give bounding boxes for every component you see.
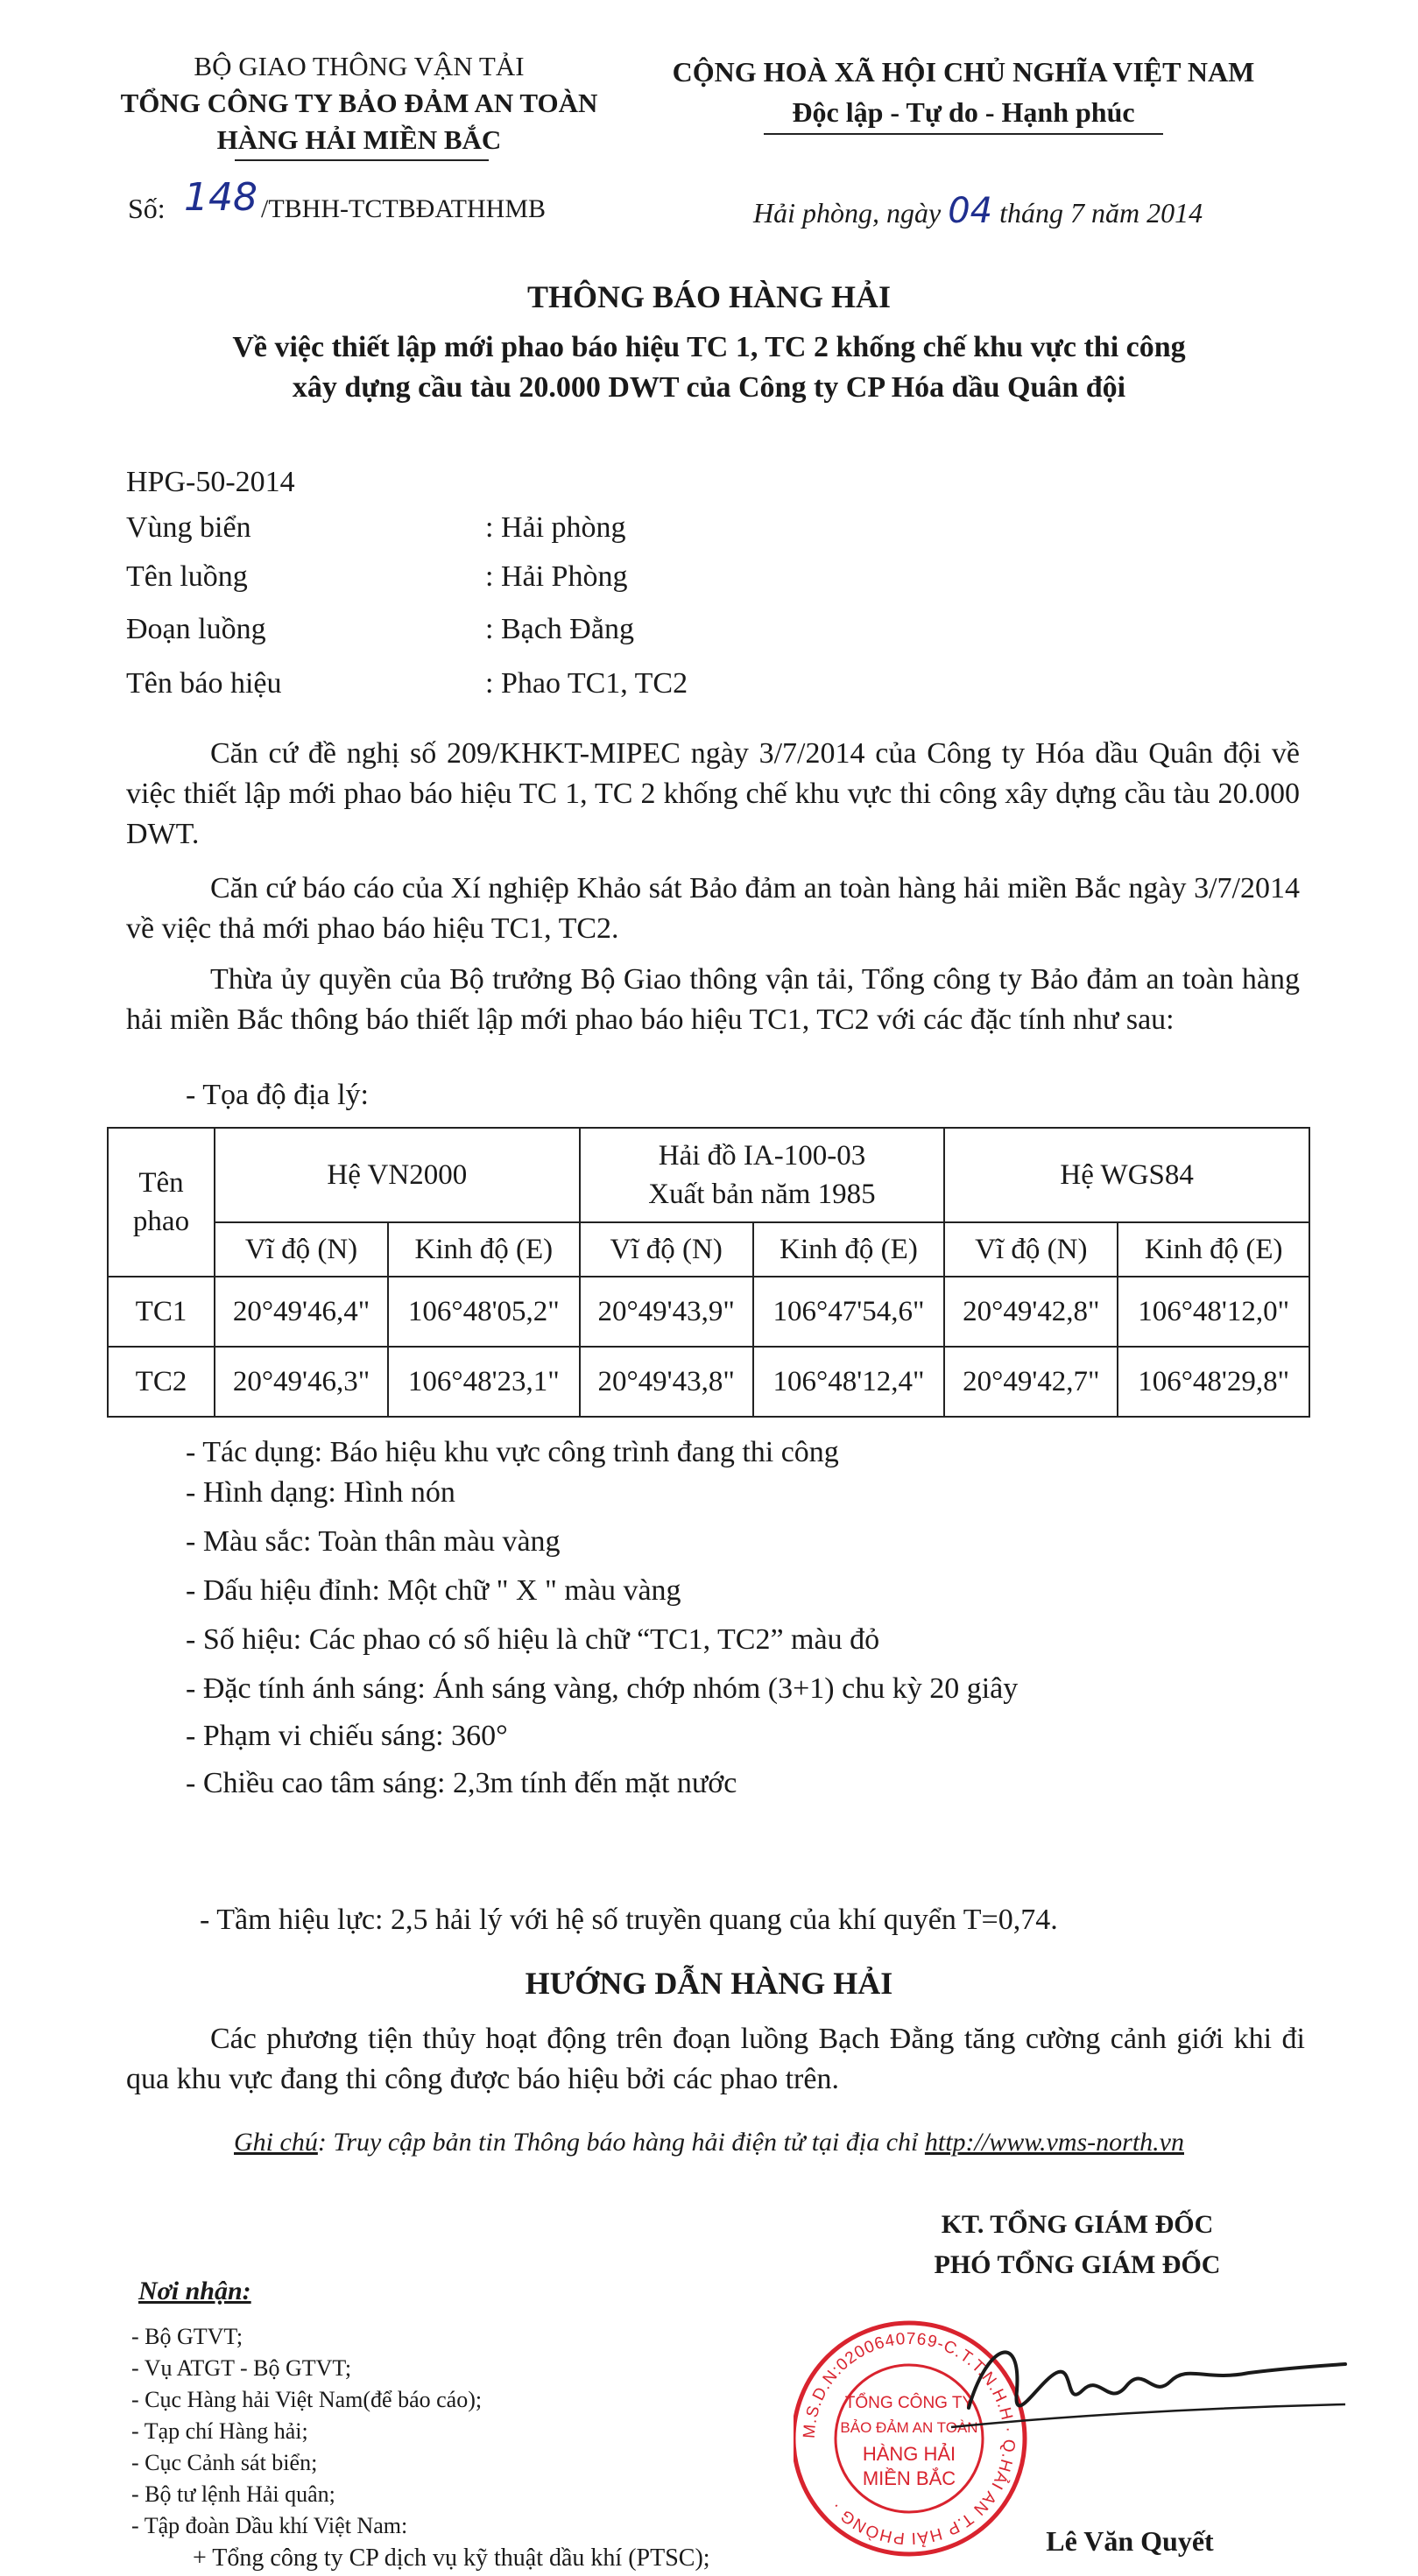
group-chart-ia-line2: Xuất bản năm 1985 [648, 1179, 876, 1210]
stamp-ring-text: M.S.D.N:0200640769-C.T.T.N.H.H · Q.HẢI AN T.P HẢI PHÒNG · [800, 2329, 1019, 2548]
table-cell: 106°48'12,0" [1118, 1277, 1309, 1347]
recipient-item: - Cục Hàng hải Việt Nam(để báo cáo); [131, 2387, 483, 2412]
table-cell: 106°48'12,4" [753, 1347, 945, 1417]
date-prefix: Hải phòng, ngày [753, 197, 949, 229]
range-line: - Tầm hiệu lực: 2,5 hải lý với hệ số truyền quang của khí quyển T=0,74. [200, 1904, 1058, 1936]
stamp-center-line: TỔNG CÔNG TY [844, 2394, 974, 2412]
sub-header-lat: Vĩ độ (N) [580, 1222, 753, 1277]
recipient-item: - Tập đoàn Dầu khí Việt Nam: [131, 2513, 408, 2538]
note-url[interactable]: http://www.vms-north.vn [924, 2128, 1184, 2157]
characteristic-item: - Số hiệu: Các phao có số hiệu là chữ “TC1, TC2” màu đỏ [186, 1623, 880, 1656]
buoy-name: TC1 [108, 1277, 215, 1347]
agency-ministry: BỘ GIAO THÔNG VẬN TẢI [194, 51, 525, 81]
doc-number-code: /TBHH-TCTBĐATHHMB [261, 194, 547, 223]
header-right-underline [764, 133, 1163, 135]
characteristic-item: - Dấu hiệu đỉnh: Một chữ " X " màu vàng [186, 1574, 681, 1607]
table-cell: 106°48'23,1" [388, 1347, 580, 1417]
signature-title-2: PHÓ TỔNG GIÁM ĐỐC [934, 2250, 1221, 2279]
stamp-inner-ring [836, 2365, 983, 2512]
reference-code: HPG-50-2014 [126, 466, 295, 498]
col-buoy-name: Tên phao [108, 1128, 215, 1277]
table-cell: 106°48'05,2" [388, 1277, 580, 1347]
paragraph-authorization: Thừa ủy quyền của Bộ trưởng Bộ Giao thông vận tải, Tổng công ty Bảo đảm an toàn hàng hải miền Bắc thông báo thiết lập mới phao báo hiệu TC1, TC2 với các đặc tính như sau: [126, 963, 1300, 1036]
agency-region: HÀNG HẢI MIỀN BẮC [216, 124, 502, 155]
characteristic-item: - Chiều cao tâm sáng: 2,3m tính đến mặt nước [186, 1767, 737, 1799]
doc-subtitle-line2: xây dựng cầu tàu 20.000 DWT của Công ty CP Hóa dầu Quân đội [292, 371, 1126, 404]
buoy-name: TC2 [108, 1347, 215, 1417]
doc-subtitle-line1: Về việc thiết lập mới phao báo hiệu TC 1, TC 2 khống chế khu vực thi công [232, 331, 1186, 363]
group-vn2000: Hệ VN2000 [215, 1128, 580, 1222]
doc-title: THÔNG BÁO HÀNG HẢI [526, 279, 892, 314]
date-rest: tháng 7 năm 2014 [992, 197, 1203, 229]
info-value: : Phao TC1, TC2 [485, 667, 688, 700]
handwritten-signature [969, 2352, 1345, 2408]
sub-header-lon: Kinh độ (E) [388, 1222, 580, 1277]
note-text: : Truy cập bản tin Thông báo hàng hải điện tử tại địa chỉ [317, 2128, 925, 2157]
info-value: : Hải Phòng [485, 560, 628, 593]
note-line [0, 2128, 1418, 2157]
national-title: CỘNG HOÀ XÃ HỘI CHỦ NGHĨA VIỆT NAM [672, 56, 1255, 88]
table-sub-header-row [108, 1222, 1309, 1277]
table-row [108, 1347, 1309, 1417]
recipient-item: - Bộ GTVT; [131, 2324, 243, 2349]
group-chart-ia-line1: Hải đồ IA-100-03 [658, 1140, 866, 1172]
sub-header-lon: Kinh độ (E) [1118, 1222, 1309, 1277]
table-cell: 20°49'43,8" [580, 1347, 753, 1417]
coordinates-table [107, 1127, 1310, 1418]
note-label: Ghi chú [234, 2128, 318, 2157]
characteristic-item: - Màu sắc: Toàn thân màu vàng [186, 1525, 561, 1558]
national-motto: Độc lập - Tự do - Hạnh phúc [792, 96, 1135, 128]
sub-header-lon: Kinh độ (E) [753, 1222, 945, 1277]
stamp-center-line: HÀNG HẢI [862, 2443, 956, 2465]
recipient-item: - Bộ tư lệnh Hải quân; [131, 2481, 335, 2507]
table-cell: 20°49'46,4" [215, 1277, 388, 1347]
group-wgs84: Hệ WGS84 [944, 1128, 1309, 1222]
table-cell: 20°49'42,7" [944, 1347, 1118, 1417]
paragraph-report: Căn cứ báo cáo của Xí nghiệp Khảo sát Bảo đảm an toàn hàng hải miền Bắc ngày 3/7/2014 về việc thả mới phao báo hiệu TC1, TC2. [126, 872, 1300, 945]
recipient-item: - Cục Cảnh sát biển; [131, 2450, 318, 2475]
table-group-header-row [108, 1128, 1309, 1222]
stamp-center-line: MIỀN BẮC [862, 2467, 956, 2489]
group-chart-ia [580, 1128, 945, 1222]
recipients-title: Nơi nhận: [138, 2277, 251, 2305]
table-cell: 20°49'42,8" [944, 1277, 1118, 1347]
info-label: Đoạn luồng [126, 613, 266, 645]
doc-number-handwritten: 148 [184, 175, 257, 220]
sub-header-lat: Vĩ độ (N) [215, 1222, 388, 1277]
agency-corporation: TỔNG CÔNG TY BẢO ĐẢM AN TOÀN [120, 88, 598, 118]
guidance-text: Các phương tiện thủy hoạt động trên đoạn luồng Bạch Đằng tăng cường cảnh giới khi đi qua khu vực đang thi công được báo hiệu bởi các phao trên. [126, 2023, 1305, 2095]
info-value: : Bạch Đằng [485, 613, 634, 645]
info-label: Vùng biển [126, 511, 251, 544]
signer-name: Lê Văn Quyết [1046, 2525, 1214, 2557]
table-cell: 20°49'43,9" [580, 1277, 753, 1347]
sub-header-lat: Vĩ độ (N) [944, 1222, 1118, 1277]
stamp-outer-ring [794, 2323, 1025, 2554]
table-cell: 106°47'54,6" [753, 1277, 945, 1347]
official-stamp [794, 2277, 1354, 2557]
info-label: Tên luồng [126, 560, 248, 593]
info-label: Tên báo hiệu [126, 667, 282, 700]
table-row [108, 1277, 1309, 1347]
issue-date [753, 191, 1203, 231]
doc-number-label: Số: [128, 193, 166, 224]
characteristic-item: - Phạm vi chiếu sáng: 360° [186, 1720, 508, 1752]
recipient-subitem: + Tổng công ty CP dịch vụ kỹ thuật dầu khí (PTSC); [193, 2544, 710, 2572]
characteristic-item: - Hình dạng: Hình nón [186, 1476, 455, 1509]
paragraph-request: Căn cứ đề nghị số 209/KHKT-MIPEC ngày 3/7/2014 của Công ty Hóa dầu Quân đội về việc thiết lập mới phao báo hiệu TC 1, TC 2 khống chế khu vực thi công xây dựng cầu tàu 20.000 DWT. [126, 737, 1300, 850]
coord-label: - Tọa độ địa lý: [186, 1079, 369, 1111]
characteristic-item: - Tác dụng: Báo hiệu khu vực công trình đang thi công [186, 1436, 839, 1468]
characteristic-item: - Đặc tính ánh sáng: Ánh sáng vàng, chớp nhóm (3+1) chu kỳ 20 giây [186, 1672, 1019, 1705]
info-value: : Hải phòng [485, 511, 626, 544]
signature-title-1: KT. TỔNG GIÁM ĐỐC [941, 2210, 1214, 2239]
header-left-underline [235, 159, 489, 161]
table-cell: 106°48'29,8" [1118, 1347, 1309, 1417]
stamp-center-line: BẢO ĐẢM AN TOÀN [840, 2419, 978, 2436]
recipient-item: - Vụ ATGT - Bộ GTVT; [131, 2355, 352, 2381]
recipient-item: - Tạp chí Hàng hải; [131, 2418, 308, 2444]
date-day-handwritten: 04 [948, 191, 993, 231]
guidance-title: HƯỚNG DẪN HÀNG HẢI [525, 1966, 893, 2001]
table-cell: 20°49'46,3" [215, 1347, 388, 1417]
